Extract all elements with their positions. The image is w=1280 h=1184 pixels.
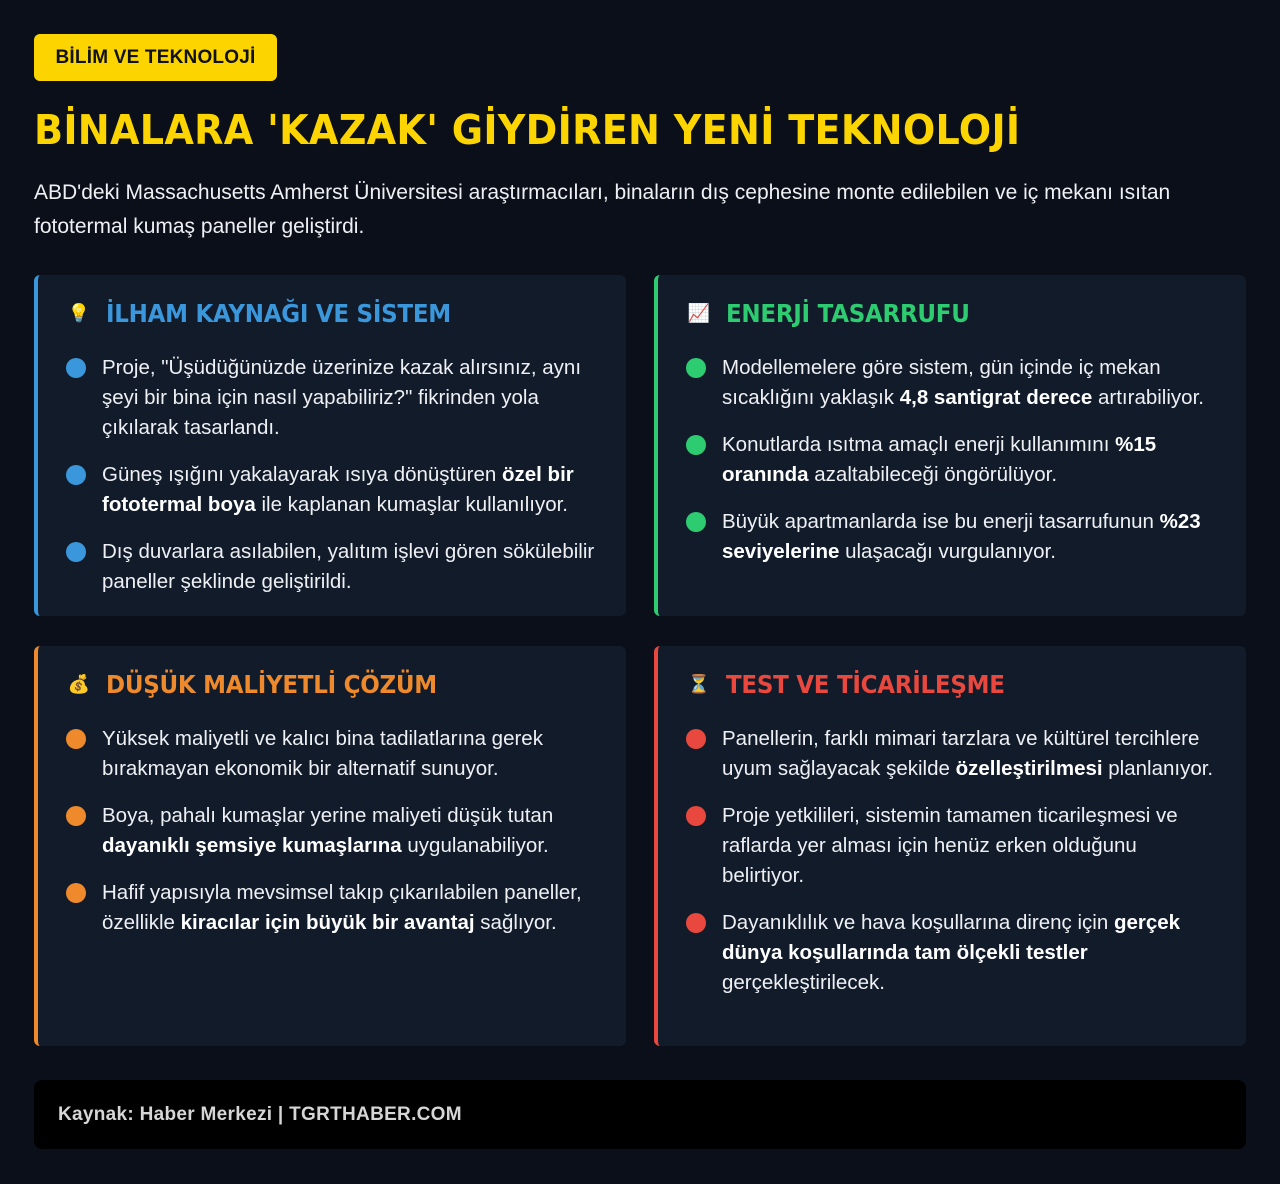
- text-run: uygulanabiliyor.: [401, 834, 549, 857]
- bullet-item: [66, 537, 604, 597]
- bullet-item: [66, 878, 604, 938]
- text-run: Dış duvarlara asılabilen, yalıtım işlevi gören sökülebilir paneller şeklinde geliştirildi.: [102, 540, 595, 593]
- text-run: planlanıyor.: [1102, 757, 1214, 780]
- bullet-text: [722, 801, 1224, 891]
- bullet-item: [66, 353, 604, 443]
- bullet-text: [722, 507, 1224, 567]
- bullet-dot-icon: [66, 465, 86, 485]
- card-title: DÜŞÜK MALİYETLİ ÇÖZÜM: [106, 670, 437, 699]
- emphasis-text: %23 seviyelerine: [722, 510, 1201, 563]
- bullet-dot-icon: [686, 913, 706, 933]
- bullet-dot-icon: [686, 806, 706, 826]
- bullet-item: [686, 430, 1224, 490]
- text-run: Büyük apartmanlarda ise bu enerji tasarrufunun: [722, 510, 1160, 533]
- text-run: Güneş ışığını yakalayarak ısıya dönüştüren: [102, 463, 502, 486]
- emphasis-text: özel bir fototermal boya: [102, 463, 574, 516]
- text-run: ile kaplanan kumaşlar kullanılıyor.: [255, 493, 568, 516]
- category-badge: BİLİM VE TEKNOLOJİ: [34, 34, 277, 81]
- text-run: azaltabileceği öngörülüyor.: [808, 463, 1058, 486]
- bullet-text: [102, 353, 604, 443]
- bullet-text: [102, 801, 604, 861]
- emphasis-text: gerçek dünya koşullarında tam ölçekli testler: [722, 911, 1181, 964]
- card-testing-commercialization: [654, 646, 1246, 1046]
- emphasis-text: dayanıklı şemsiye kumaşlarına: [102, 834, 402, 857]
- bullet-text: [722, 724, 1224, 784]
- bullet-text: [102, 724, 604, 784]
- bullet-dot-icon: [66, 883, 86, 903]
- text-run: Panellerin, farklı mimari tarzlara ve kültürel tercihlere uyum sağlayacak şekilde: [722, 727, 1200, 780]
- text-run: Hafif yapısıyla mevsimsel takıp çıkarılabilen paneller, özellikle: [102, 881, 582, 934]
- bullet-text: [722, 353, 1224, 413]
- text-run: Modellemelere göre sistem, gün içinde iç mekan sıcaklığını yaklaşık: [722, 356, 1161, 409]
- text-run: Konutlarda ısıtma amaçlı enerji kullanımını: [722, 433, 1116, 456]
- text-run: gerçekleştirilecek.: [722, 971, 885, 994]
- text-run: Yüksek maliyetli ve kalıcı bina tadilatlarına gerek bırakmayan ekonomik bir alternatif sunuyor.: [102, 727, 543, 780]
- emphasis-text: 4,8 santigrat derece: [899, 386, 1093, 409]
- emphasis-text: özelleştirilmesi: [955, 757, 1103, 780]
- card-title: İLHAM KAYNAĞI VE SİSTEM: [106, 299, 451, 328]
- bullet-item: [686, 801, 1224, 891]
- text-run: ulaşacağı vurgulanıyor.: [839, 540, 1056, 563]
- emphasis-text: %15 oranında: [722, 433, 1157, 486]
- card-low-cost: [34, 646, 626, 1046]
- text-run: Proje, "Üşüdüğünüzde üzerinize kazak alırsınız, aynı şeyi bir bina için nasıl yapabiliriz?" fikrinden yola çıkılarak tasarlandı.: [102, 356, 582, 439]
- hourglass-icon: ⏳: [687, 674, 711, 694]
- bullet-list: [686, 353, 1224, 584]
- lightbulb-icon: 💡: [67, 303, 91, 323]
- bullet-dot-icon: [686, 512, 706, 532]
- bullet-dot-icon: [66, 358, 86, 378]
- bullet-text: [102, 878, 604, 938]
- card-energy-savings: [654, 275, 1246, 616]
- bullet-text: [722, 908, 1224, 998]
- bullet-item: [66, 460, 604, 520]
- money-bag-icon: 💰: [67, 674, 91, 694]
- text-run: artırabiliyor.: [1092, 386, 1204, 409]
- card-inspiration: [34, 275, 626, 616]
- bullet-list: [66, 353, 604, 614]
- bullet-dot-icon: [66, 542, 86, 562]
- bullet-list: [686, 724, 1224, 1015]
- text-run: Dayanıklılık ve hava koşullarına direnç için: [722, 911, 1114, 934]
- bullet-text: [722, 430, 1224, 490]
- card-title: TEST VE TİCARİLEŞME: [726, 670, 1005, 699]
- bullet-list: [66, 724, 604, 955]
- chart-increasing-icon: 📈: [687, 303, 711, 323]
- bullet-item: [686, 724, 1224, 784]
- bullet-item: [686, 507, 1224, 567]
- bullet-item: [686, 908, 1224, 998]
- bullet-dot-icon: [686, 435, 706, 455]
- bullet-text: [102, 537, 604, 597]
- bullet-dot-icon: [66, 806, 86, 826]
- bullet-item: [686, 353, 1224, 413]
- text-run: Boya, pahalı kumaşlar yerine maliyeti düşük tutan: [102, 804, 554, 827]
- lead-paragraph: ABD'deki Massachusetts Amherst Üniversitesi araştırmacıları, binaların dış cephesine monte edilebilen ve iç mekanı ısıtan fototermal kumaş paneller geliştirdi.: [34, 181, 1171, 238]
- bullet-item: [66, 801, 604, 861]
- bullet-dot-icon: [686, 729, 706, 749]
- bullet-item: [66, 724, 604, 784]
- card-title: ENERJİ TASARRUFU: [726, 299, 970, 328]
- bullet-text: [102, 460, 604, 520]
- emphasis-text: kiracılar için büyük bir avantaj: [180, 911, 475, 934]
- bullet-dot-icon: [66, 729, 86, 749]
- source-footer: Kaynak: Haber Merkezi | TGRTHABER.COM: [34, 1080, 1246, 1149]
- headline: BİNALARA 'KAZAK' GİYDİREN YENİ TEKNOLOJİ: [34, 106, 1021, 154]
- text-run: Proje yetkilileri, sistemin tamamen ticarileşmesi ve raflarda yer alması için henüz erken olduğunu belirtiyor.: [722, 804, 1178, 887]
- text-run: sağlıyor.: [474, 911, 557, 934]
- bullet-dot-icon: [686, 358, 706, 378]
